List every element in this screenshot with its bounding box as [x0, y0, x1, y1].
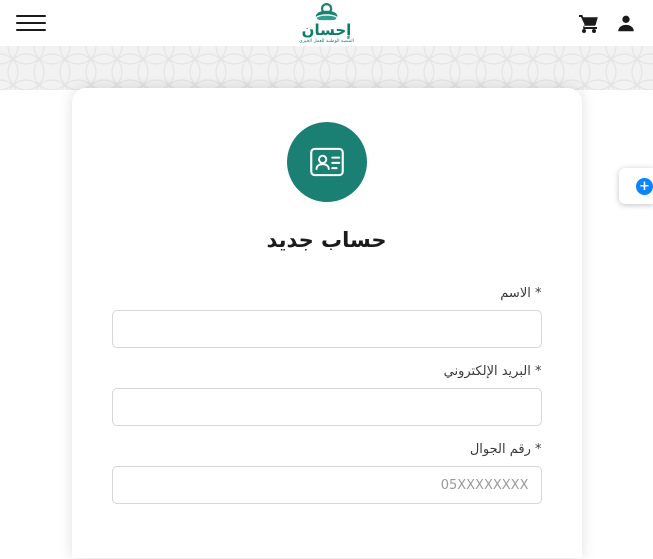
mobile-input[interactable] — [112, 466, 542, 504]
mobile-required-mark: * — [535, 442, 542, 457]
decorative-pattern-band — [0, 46, 653, 90]
email-label-text: البريد الإلكتروني — [443, 364, 531, 379]
site-header — [0, 0, 653, 46]
full-name-required-mark: * — [535, 286, 542, 301]
islamic-pattern — [0, 46, 653, 90]
field-email — [112, 364, 542, 426]
header-left-actions — [577, 11, 637, 35]
plus-circle-icon[interactable]: + — [636, 178, 653, 195]
full-name-label-text: الاسم — [500, 286, 531, 301]
cart-button[interactable] — [577, 11, 601, 35]
site-logo[interactable] — [299, 2, 354, 45]
new-account-card-icon — [306, 141, 348, 183]
shopping-cart-icon — [577, 11, 601, 35]
hamburger-menu-icon — [16, 13, 46, 33]
floating-side-widget[interactable] — [619, 168, 653, 204]
email-required-mark: * — [535, 364, 542, 379]
field-full-name — [112, 286, 542, 348]
email-input[interactable] — [112, 388, 542, 426]
avatar — [287, 122, 367, 202]
email-label — [112, 364, 542, 379]
menu-button[interactable] — [16, 13, 46, 33]
new-account-card — [72, 88, 582, 558]
full-name-input[interactable] — [112, 310, 542, 348]
user-icon — [615, 12, 637, 34]
full-name-label — [112, 286, 542, 301]
account-button[interactable] — [615, 12, 637, 34]
page-body — [0, 90, 653, 559]
mobile-label — [112, 442, 542, 457]
mobile-label-text: رقم الجوال — [469, 442, 531, 457]
page-title: حساب جديد — [266, 228, 387, 252]
logo-tagline: المنصة الوطنية للعمل الخيري — [299, 38, 354, 44]
field-mobile — [112, 442, 542, 504]
logo-wordmark: إحسان — [301, 20, 352, 39]
ehsan-logo-mark — [308, 2, 346, 22]
